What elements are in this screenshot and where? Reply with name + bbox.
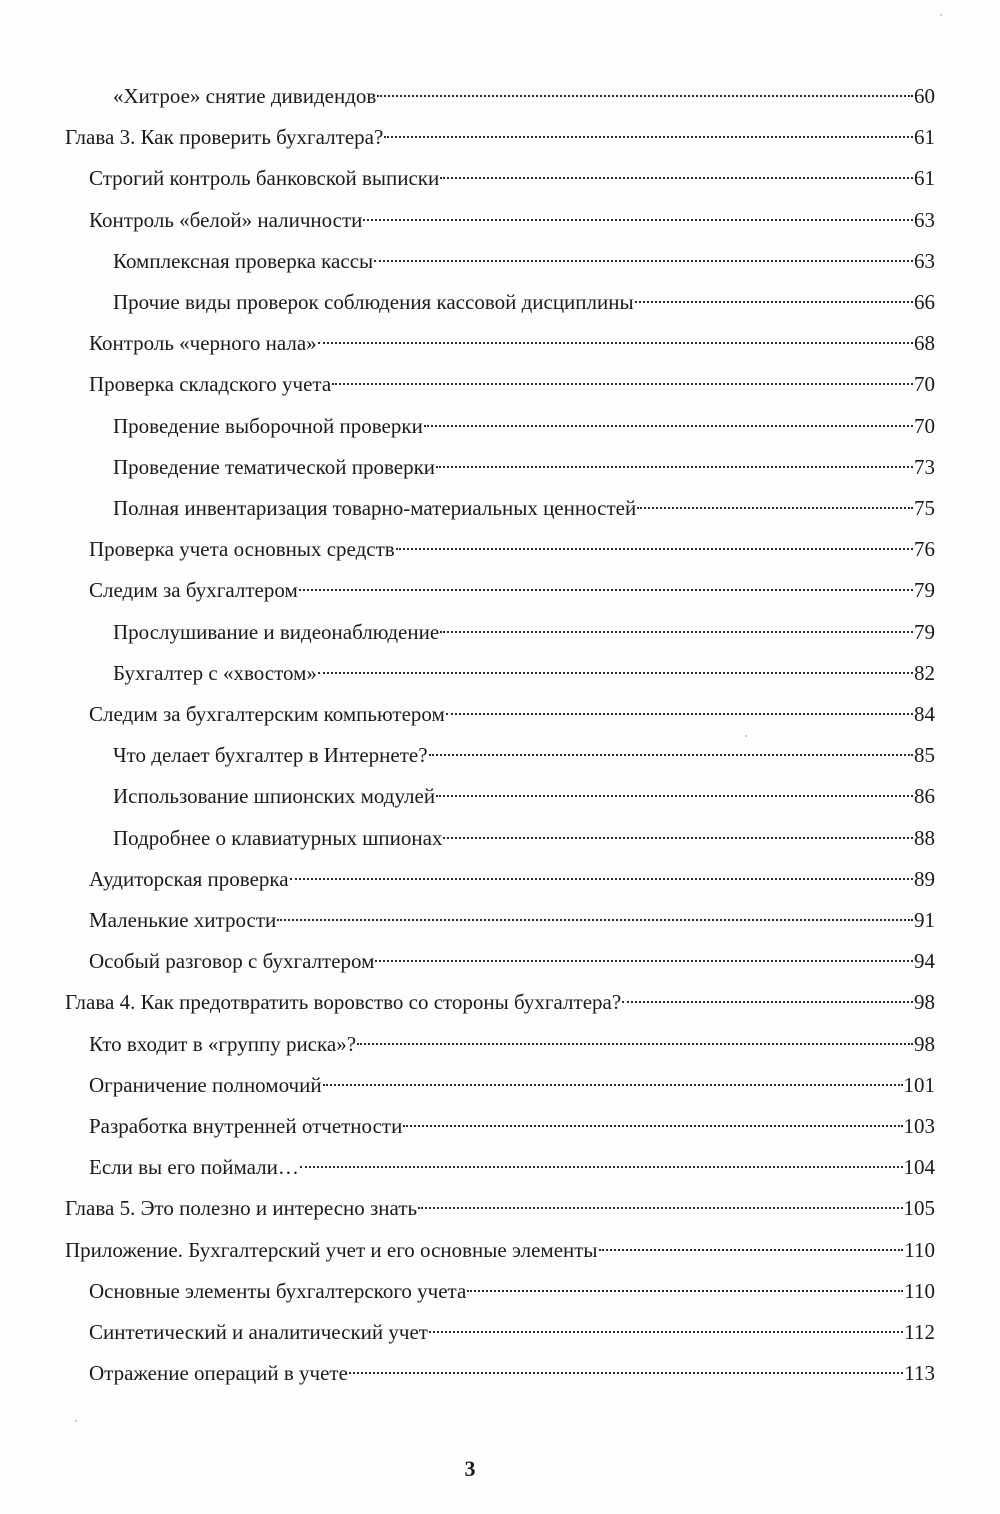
- dot-leader: [424, 403, 913, 433]
- toc-entry-page: 70: [914, 414, 935, 438]
- toc-section-entry: [113, 444, 935, 479]
- toc-section-entry: [113, 279, 935, 314]
- toc-entry-page: 63: [914, 208, 935, 232]
- dot-leader: [418, 1185, 902, 1215]
- toc-entry-page: 110: [904, 1238, 935, 1262]
- dot-leader: [299, 567, 913, 597]
- toc-entry-page: 75: [914, 496, 935, 520]
- toc-section-entry: [89, 1309, 935, 1344]
- toc-entry-title: Проведение тематической проверки: [113, 455, 436, 479]
- toc-entry-page: 60: [914, 84, 935, 108]
- toc-entry-page: 82: [914, 661, 935, 685]
- toc-entry-page: 76: [914, 537, 935, 561]
- toc-entry-title: Проверка складского учета: [89, 372, 332, 396]
- toc-entry-page: 101: [903, 1073, 935, 1097]
- toc-entry-page: 84: [914, 702, 935, 726]
- dot-leader: [357, 1021, 913, 1051]
- toc-section-entry: [89, 1021, 935, 1056]
- dot-leader: [290, 856, 913, 886]
- scan-speck: [745, 735, 747, 737]
- toc-entry-page: 94: [914, 949, 935, 973]
- toc-entry-page: 98: [914, 990, 935, 1014]
- toc-entry-title: Проведение выборочной проверки: [113, 414, 423, 438]
- toc-section-entry: [89, 526, 935, 561]
- toc-entry-page: 66: [914, 290, 935, 314]
- toc-entry-page: 70: [914, 372, 935, 396]
- toc-entry-page: 85: [914, 743, 935, 767]
- toc-entry-page: 103: [903, 1114, 935, 1138]
- dot-leader: [363, 197, 913, 227]
- toc-section-entry: [89, 1144, 935, 1179]
- dot-leader: [403, 1103, 902, 1133]
- toc-entry-title: Маленькие хитрости: [89, 908, 277, 932]
- scan-speck: [940, 14, 942, 16]
- dot-leader: [446, 691, 913, 721]
- toc-section-entry: [113, 609, 935, 644]
- dot-leader: [323, 1062, 903, 1092]
- toc-entry-title: Кто входит в «группу риска»?: [89, 1032, 357, 1056]
- toc-entry-title: Глава 3. Как проверить бухгалтера?: [65, 125, 384, 149]
- toc-section-entry: [89, 197, 935, 232]
- toc-section-entry: [89, 1103, 935, 1138]
- toc-entry-page: 110: [904, 1279, 935, 1303]
- toc-chapter-entry: [65, 1227, 935, 1262]
- dot-leader: [374, 238, 913, 268]
- toc-entry-page: 63: [914, 249, 935, 273]
- toc-chapter-entry: [65, 1185, 935, 1220]
- toc-entry-title: Прослушивание и видеонаблюдение: [113, 620, 440, 644]
- toc-entry-page: 113: [904, 1361, 935, 1385]
- toc-entry-page: 112: [904, 1320, 935, 1344]
- dot-leader: [396, 526, 913, 556]
- toc-entry-title: Синтетический и аналитический учет: [89, 1320, 428, 1344]
- toc-entry-title: Комплексная проверка кассы: [113, 249, 374, 273]
- dot-leader: [300, 1144, 903, 1174]
- toc-entry-page: 61: [914, 166, 935, 190]
- toc-entry-page: 68: [914, 331, 935, 355]
- toc-section-entry: [89, 567, 935, 602]
- dot-leader: [599, 1227, 904, 1257]
- toc-section-entry: [89, 1062, 935, 1097]
- dot-leader: [637, 485, 913, 515]
- dot-leader: [622, 979, 913, 1009]
- toc-entry-title: Глава 5. Это полезно и интересно знать: [65, 1196, 418, 1220]
- toc-entry-title: Разработка внутренней отчетности: [89, 1114, 403, 1138]
- dot-leader: [436, 773, 913, 803]
- dot-leader: [332, 361, 913, 391]
- toc-entry-page: 79: [914, 578, 935, 602]
- toc-section-entry: [113, 238, 935, 273]
- toc-section-entry: [113, 485, 935, 520]
- toc-section-entry: [113, 403, 935, 438]
- dot-leader: [440, 155, 913, 185]
- toc-entry-title: Что делает бухгалтер в Интернете?: [113, 743, 428, 767]
- dot-leader: [436, 444, 913, 474]
- toc-entry-page: 91: [914, 908, 935, 932]
- toc-chapter-entry: [65, 114, 935, 149]
- toc-section-entry: [113, 773, 935, 808]
- dot-leader: [377, 73, 913, 103]
- toc-entry-title: Отражение операций в учете: [89, 1361, 348, 1385]
- toc-entry-page: 98: [914, 1032, 935, 1056]
- toc-entry-page: 89: [914, 867, 935, 891]
- toc-section-entry: [89, 856, 935, 891]
- toc-entry-title: Следим за бухгалтером: [89, 578, 298, 602]
- dot-leader: [375, 938, 913, 968]
- toc-section-entry: [89, 1268, 935, 1303]
- toc-section-entry: [89, 1350, 935, 1385]
- toc-entry-page: 61: [914, 125, 935, 149]
- toc-entry-title: Основные элементы бухгалтерского учета: [89, 1279, 467, 1303]
- toc-entry-title: Следим за бухгалтерским компьютером: [89, 702, 445, 726]
- toc-section-entry: [89, 320, 935, 355]
- dot-leader: [467, 1268, 903, 1298]
- toc-entry-title: Контроль «белой» наличности: [89, 208, 363, 232]
- dot-leader: [429, 732, 913, 762]
- toc-entry-title: Проверка учета основных средств: [89, 537, 395, 561]
- dot-leader: [384, 114, 913, 144]
- dot-leader: [277, 897, 913, 927]
- toc-section-entry: [113, 650, 935, 685]
- toc-section-entry: [89, 361, 935, 396]
- toc-entry-title: «Хитрое» снятие дивидендов: [113, 84, 377, 108]
- page-number: 3: [464, 1456, 476, 1481]
- dot-leader: [440, 609, 913, 639]
- dot-leader: [429, 1309, 903, 1339]
- dot-leader: [349, 1350, 903, 1380]
- toc-entry-title: Если вы его поймали…: [89, 1155, 299, 1179]
- scan-speck: [75, 1420, 77, 1422]
- toc-section-entry: [89, 155, 935, 190]
- toc-entry-title: Приложение. Бухгалтерский учет и его основные элементы: [65, 1238, 598, 1262]
- toc-entry-title: Использование шпионских модулей: [113, 784, 436, 808]
- toc-entry-page: 79: [914, 620, 935, 644]
- toc-chapter-entry: [65, 979, 935, 1014]
- toc-section-entry: [113, 815, 935, 850]
- toc-section-entry: [89, 691, 935, 726]
- dot-leader: [443, 815, 913, 845]
- toc-entry-page: 104: [903, 1155, 935, 1179]
- dot-leader: [635, 279, 913, 309]
- toc-entry-title: Полная инвентаризация товарно-материальных ценностей: [113, 496, 637, 520]
- toc-entry-page: 105: [903, 1196, 935, 1220]
- toc-entry-page: 88: [914, 826, 935, 850]
- toc-entry-title: Бухгалтер с «хвостом»: [113, 661, 317, 685]
- toc-section-entry: [89, 897, 935, 932]
- toc-entry-title: Особый разговор с бухгалтером: [89, 949, 375, 973]
- toc-entry-title: Прочие виды проверок соблюдения кассовой дисциплины: [113, 290, 634, 314]
- toc-section-entry: [113, 73, 935, 108]
- toc-entry-title: Контроль «черного нала»: [89, 331, 317, 355]
- toc-entry-title: Аудиторская проверка: [89, 867, 289, 891]
- toc-entry-title: Ограничение полномочий: [89, 1073, 322, 1097]
- toc-entry-page: 86: [914, 784, 935, 808]
- toc-entry-title: Глава 4. Как предотвратить воровство со стороны бухгалтера?: [65, 990, 622, 1014]
- dot-leader: [318, 650, 913, 680]
- toc-section-entry: [113, 732, 935, 767]
- toc-entry-page: 73: [914, 455, 935, 479]
- toc-entry-title: Строгий контроль банковской выписки: [89, 166, 440, 190]
- dot-leader: [318, 320, 913, 350]
- toc-entry-title: Подробнее о клавиатурных шпионах: [113, 826, 443, 850]
- toc-section-entry: [89, 938, 935, 973]
